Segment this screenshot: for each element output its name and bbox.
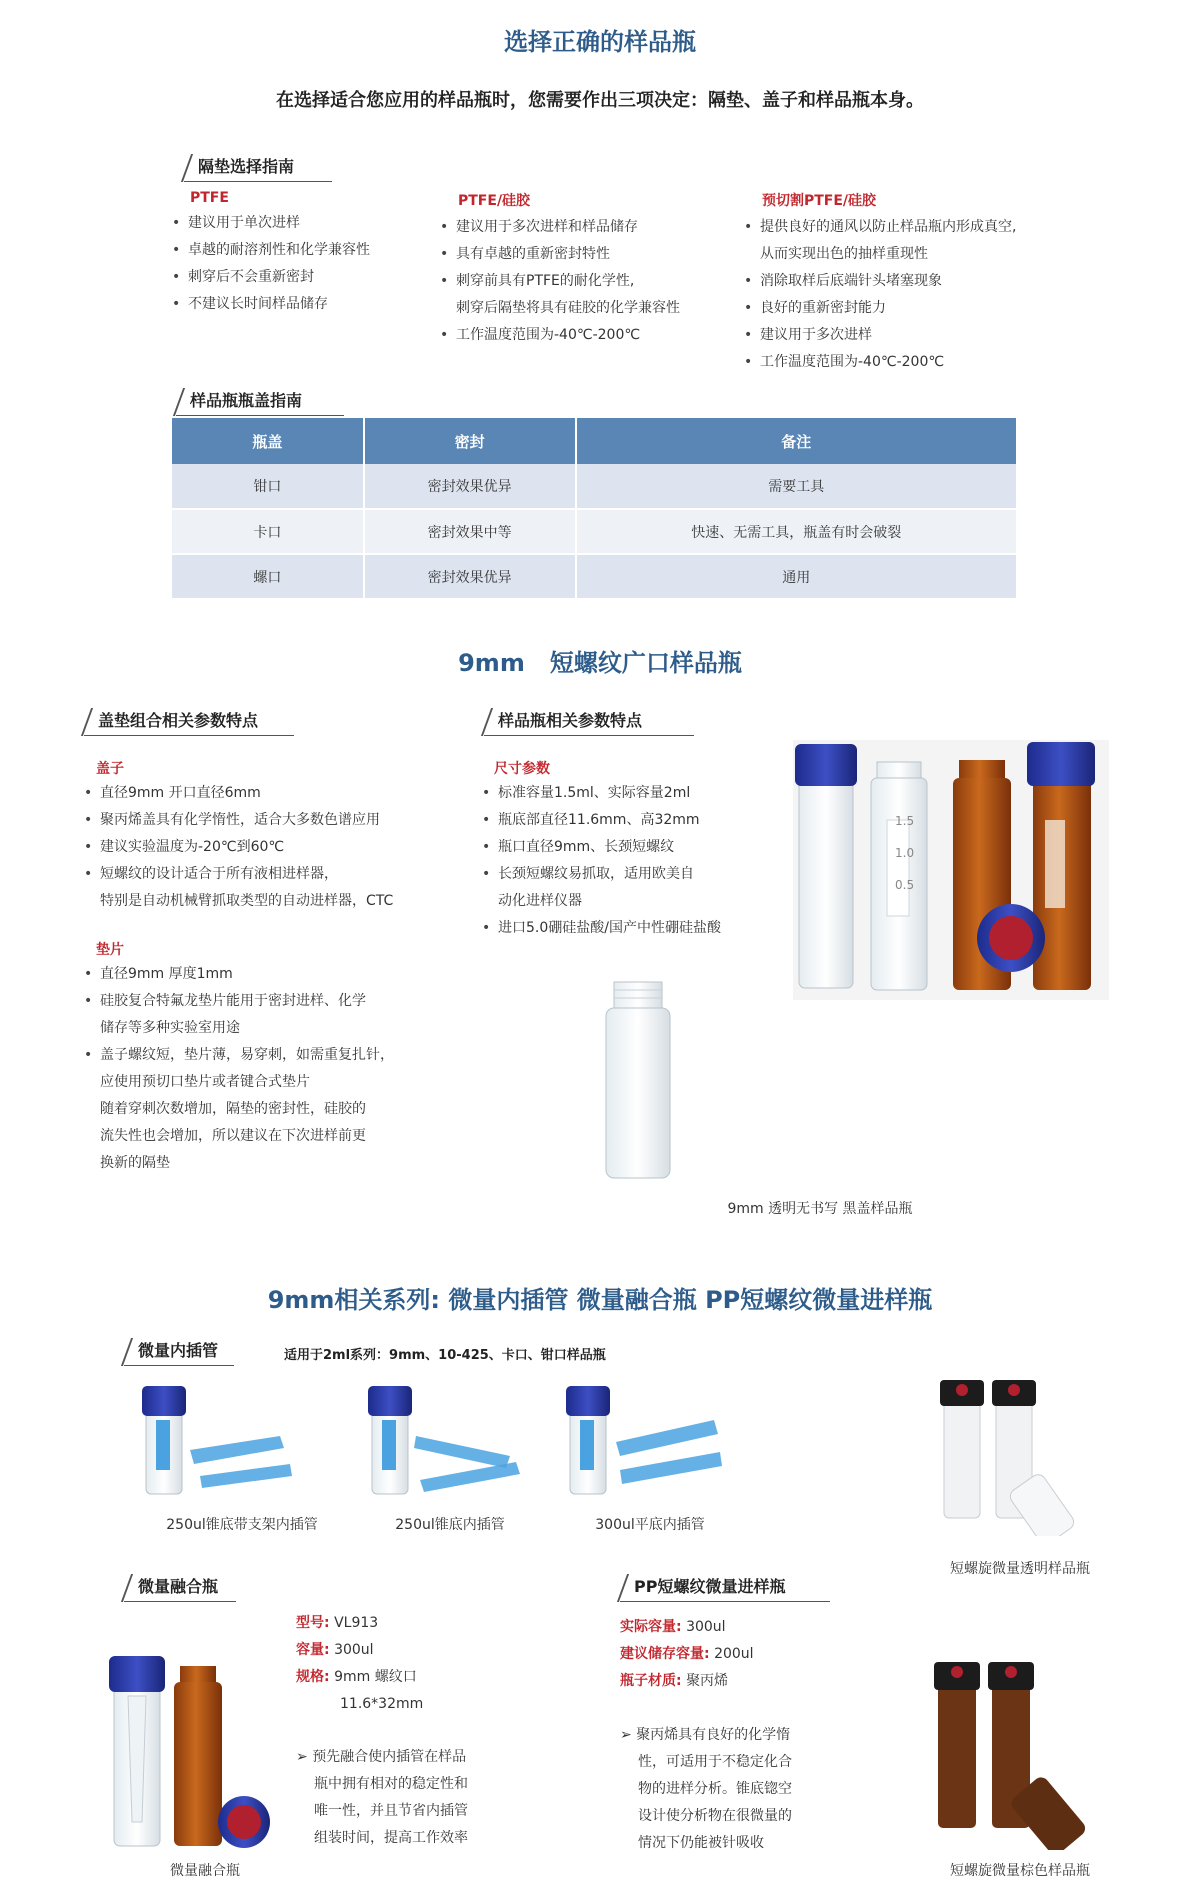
list-item: • 良好的重新密封能力 bbox=[744, 295, 1082, 322]
table-cell: 快速、无需工具，瓶盖有时会破裂 bbox=[576, 509, 1017, 554]
grad-label: 1.5 bbox=[895, 814, 915, 828]
cap-label: 盖子 bbox=[96, 761, 124, 777]
spec-value: 300ul bbox=[334, 1642, 374, 1658]
list-item: 流失性也会增加，所以建议在下次进样前更 bbox=[100, 1128, 366, 1144]
table-cell: 钳口 bbox=[172, 464, 364, 509]
spec-extra: 11.6*32mm bbox=[340, 1696, 424, 1712]
septa-col-precut bbox=[762, 190, 1082, 376]
series-title: 9mm相关系列: 微量内插管 微量融合瓶 PP短螺纹微量进样瓶 bbox=[267, 1286, 933, 1314]
fusion-caption: 微量融合瓶 bbox=[170, 1863, 240, 1879]
spec-key: 容量: bbox=[296, 1642, 330, 1658]
insert-image-2 bbox=[360, 1380, 540, 1500]
fusion-vial-image bbox=[104, 1652, 284, 1852]
table-cell: 卡口 bbox=[172, 509, 364, 554]
table-header: 备注 bbox=[576, 418, 1017, 464]
desc-line: 唯一性，并且节省内插管 bbox=[314, 1803, 468, 1819]
insert-note: 适用于2ml系列：9mm、10-425、卡口、钳口样品瓶 bbox=[284, 1348, 606, 1363]
clear-vial-image bbox=[600, 980, 676, 1182]
page-title: 选择正确的样品瓶 bbox=[504, 28, 696, 56]
table-row bbox=[172, 509, 1017, 554]
list-item: 动化进样仪器 bbox=[498, 893, 582, 909]
arrow-icon: ➢ bbox=[296, 1749, 313, 1765]
insert-caption: 300ul平底内插管 bbox=[595, 1517, 705, 1533]
insert-image-3 bbox=[560, 1380, 740, 1500]
grad-labels bbox=[793, 814, 1109, 954]
spec-key: 规格: bbox=[296, 1669, 330, 1685]
list-item: • 进口5.0硼硅盐酸/国产中性硼硅盐酸 bbox=[482, 915, 774, 942]
list-item: • 建议用于单次进样 bbox=[172, 210, 450, 237]
cap-guide-heading: 样品瓶瓶盖指南 bbox=[176, 388, 344, 416]
list-item: • 卓越的耐溶剂性和化学兼容性 bbox=[172, 237, 450, 264]
desc-line: 预先融合使内插管在样品 bbox=[312, 1749, 467, 1765]
list-item: 特别是自动机械臂抓取类型的自动进样器，CTC bbox=[100, 893, 394, 909]
insert-image-1 bbox=[130, 1380, 310, 1500]
cap-params-heading: 盖垫组合相关参数特点 bbox=[84, 708, 294, 736]
spec-key: 型号: bbox=[296, 1615, 330, 1631]
list-item: • 长颈短螺纹易抓取，适用欧美自 bbox=[482, 861, 774, 888]
fusion-specs bbox=[296, 1610, 423, 1718]
list-item: • 直径9mm 开口直径6mm bbox=[84, 780, 476, 807]
list-item: 储存等多种实验室用途 bbox=[100, 1020, 240, 1036]
list-item: • 标准容量1.5ml、实际容量2ml bbox=[482, 780, 774, 807]
list-item: • 提供良好的通风以防止样品瓶内形成真空, bbox=[744, 214, 1082, 241]
clear-micro-vials-image bbox=[930, 1376, 1090, 1536]
septa-col-title: PTFE/硅胶 bbox=[458, 193, 531, 209]
septa-col-title: PTFE bbox=[190, 190, 229, 206]
desc-line: 聚丙烯具有良好的化学惰 bbox=[636, 1727, 791, 1743]
septa-col-ptfe bbox=[190, 190, 450, 318]
list-item: • 工作温度范围为-40℃-200℃ bbox=[744, 349, 1082, 376]
pp-specs bbox=[620, 1614, 754, 1695]
grad-label: 0.5 bbox=[895, 878, 915, 892]
vial-params-block bbox=[494, 758, 774, 942]
list-item: • 具有卓越的重新密封特性 bbox=[440, 241, 748, 268]
desc-line: 组装时间，提高工作效率 bbox=[314, 1830, 468, 1846]
septa-label: 垫片 bbox=[96, 942, 124, 958]
table-row bbox=[172, 464, 1017, 509]
vials-photo bbox=[793, 740, 1109, 1000]
list-item: 随着穿刺次数增加，隔垫的密封性，硅胶的 bbox=[100, 1101, 366, 1117]
septa-guide-heading: 隔垫选择指南 bbox=[184, 154, 332, 182]
list-item: • 建议实验温度为-20℃到60℃ bbox=[84, 834, 476, 861]
vial-params-heading: 样品瓶相关参数特点 bbox=[484, 708, 694, 736]
section-9mm-title: 9mm 短螺纹广口样品瓶 bbox=[458, 649, 742, 677]
list-item: • 瓶口直径9mm、长颈短螺纹 bbox=[482, 834, 774, 861]
list-item: • 建议用于多次进样和样品储存 bbox=[440, 214, 748, 241]
table-row bbox=[172, 554, 1017, 599]
spec-value: VL913 bbox=[334, 1615, 379, 1631]
clear-vial-caption: 9mm 透明无书写 黑盖样品瓶 bbox=[727, 1201, 913, 1217]
spec-key: 建议储存容量: bbox=[620, 1646, 710, 1662]
clear-micro-vials-caption: 短螺旋微量透明样品瓶 bbox=[950, 1561, 1090, 1577]
amber-micro-vials-image bbox=[926, 1660, 1096, 1850]
insert-heading: 微量内插管 bbox=[124, 1338, 234, 1366]
desc-line: 设计使分析物在很微量的 bbox=[638, 1808, 792, 1824]
list-item: 从而实现出色的抽样重现性 bbox=[760, 246, 928, 262]
table-header: 密封 bbox=[364, 418, 576, 464]
spec-value: 300ul bbox=[686, 1619, 726, 1635]
insert-caption: 250ul锥底内插管 bbox=[395, 1517, 505, 1533]
cap-params-block bbox=[96, 758, 476, 1177]
list-item: • 工作温度范围为-40℃-200℃ bbox=[440, 322, 748, 349]
desc-line: 物的进样分析。锥底锪空 bbox=[638, 1781, 792, 1797]
list-item: • 刺穿前具有PTFE的耐化学性, bbox=[440, 268, 748, 295]
desc-line: 性，可适用于不稳定化合 bbox=[638, 1754, 792, 1770]
list-item: • 瓶底部直径11.6mm、高32mm bbox=[482, 807, 774, 834]
spec-key: 实际容量: bbox=[620, 1619, 682, 1635]
table-cell: 密封效果中等 bbox=[364, 509, 576, 554]
page-subtitle: 在选择适合您应用的样品瓶时，您需要作出三项决定：隔垫、盖子和样品瓶本身。 bbox=[276, 90, 924, 111]
table-cell: 需要工具 bbox=[576, 464, 1017, 509]
table-cell: 螺口 bbox=[172, 554, 364, 599]
insert-caption: 250ul锥底带支架内插管 bbox=[166, 1517, 318, 1533]
spec-value: 200ul bbox=[714, 1646, 754, 1662]
fusion-desc bbox=[296, 1744, 496, 1852]
desc-line: 瓶中拥有相对的稳定性和 bbox=[314, 1776, 468, 1792]
spec-key: 瓶子材质: bbox=[620, 1673, 682, 1689]
pp-desc bbox=[620, 1722, 840, 1857]
amber-micro-vials-caption: 短螺旋微量棕色样品瓶 bbox=[950, 1863, 1090, 1879]
table-header: 瓶盖 bbox=[172, 418, 364, 464]
cap-guide-table bbox=[172, 418, 1018, 600]
grad-label: 1.0 bbox=[895, 846, 915, 860]
size-label: 尺寸参数 bbox=[494, 761, 550, 777]
list-item: 刺穿后隔垫将具有硅胶的化学兼容性 bbox=[456, 300, 680, 316]
pp-heading: PP短螺纹微量进样瓶 bbox=[620, 1574, 830, 1602]
septa-col-title: 预切割PTFE/硅胶 bbox=[762, 193, 877, 209]
table-cell: 密封效果优异 bbox=[364, 464, 576, 509]
spec-value: 聚丙烯 bbox=[686, 1673, 729, 1689]
list-item: • 短螺纹的设计适合于所有液相进样器， bbox=[84, 861, 476, 888]
list-item: • 聚丙烯盖具有化学惰性，适合大多数色谱应用 bbox=[84, 807, 476, 834]
list-item: 应使用预切口垫片或者键合式垫片 bbox=[100, 1074, 310, 1090]
fusion-heading: 微量融合瓶 bbox=[124, 1574, 236, 1602]
list-item: • 盖子螺纹短，垫片薄，易穿刺，如需重复扎针， bbox=[84, 1042, 476, 1069]
table-cell: 密封效果优异 bbox=[364, 554, 576, 599]
arrow-icon: ➢ bbox=[620, 1727, 637, 1743]
list-item: • 消除取样后底端针头堵塞现象 bbox=[744, 268, 1082, 295]
list-item: • 建议用于多次进样 bbox=[744, 322, 1082, 349]
list-item: • 不建议长时间样品储存 bbox=[172, 291, 450, 318]
spec-value: 9mm 螺纹口 bbox=[334, 1669, 417, 1685]
list-item: • 直径9mm 厚度1mm bbox=[84, 961, 476, 988]
desc-line: 情况下仍能被针吸收 bbox=[638, 1835, 764, 1851]
septa-col-ptfe-silicone bbox=[458, 190, 748, 349]
list-item: • 刺穿后不会重新密封 bbox=[172, 264, 450, 291]
table-cell: 通用 bbox=[576, 554, 1017, 599]
list-item: 换新的隔垫 bbox=[100, 1155, 170, 1171]
list-item: • 硅胶复合特氟龙垫片能用于密封进样、化学 bbox=[84, 988, 476, 1015]
